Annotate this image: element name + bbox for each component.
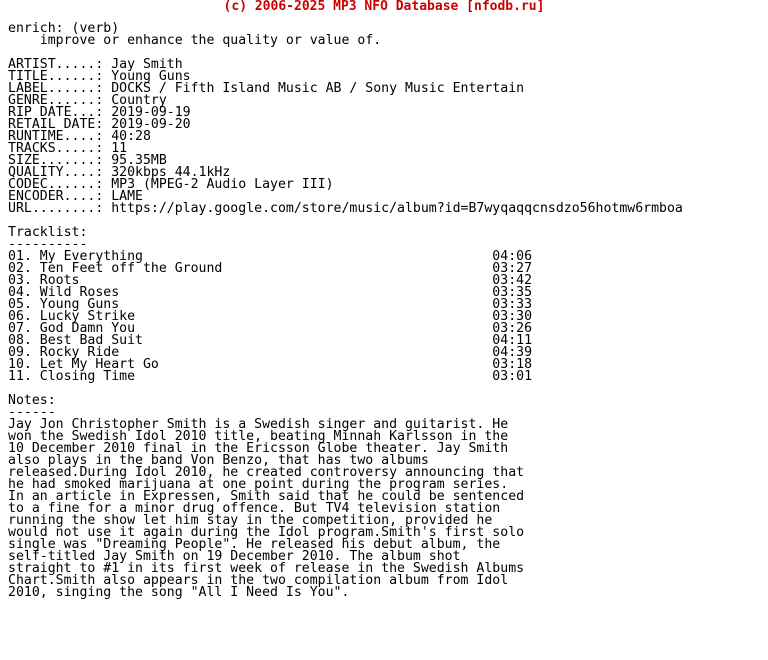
info-label: LABEL......: DOCKS / Fifth Island Music AB / Sony Music Entertain — [8, 81, 525, 96]
info-artist: ARTIST.....: Jay Smith — [8, 57, 183, 72]
notes-line: won the Swedish Idol 2010 title, beating Minnah Karlsson in the — [8, 429, 509, 444]
notes-body — [8, 419, 683, 599]
notes-line: self-titled Jay Smith on 19 December 2010. The album shot — [8, 549, 461, 564]
notes-line: Jay Jon Christopher Smith is a Swedish singer and guitarist. He — [8, 417, 509, 432]
notes-line: he had smoked marijuana at one point during the program series. — [8, 477, 509, 492]
track-row: 08. Best Bad Suit 04:11 — [8, 333, 533, 348]
blank-line — [8, 383, 683, 395]
notes-line: straight to #1 in its first week of release in the Swedish Albums — [8, 561, 525, 576]
track-row: 09. Rocky Ride 04:39 — [8, 345, 533, 360]
track-row: 11. Closing Time 03:01 — [8, 369, 533, 384]
info-retail-date: RETAIL DATE: 2019-09-20 — [8, 117, 191, 132]
site-banner: (c) 2006-2025 MP3 NFO Database [nfodb.ru] — [223, 0, 545, 14]
info-url: URL........: https://play.google.com/store/music/album?id=B7wyqaqqcnsdzo56hotmw6rmboa — [8, 201, 683, 216]
notes-line: 2010, singing the song "All I Need Is You". — [8, 585, 350, 600]
notes-line: would not use it again during the Idol program.Smith's first solo — [8, 525, 525, 540]
info-tracks: TRACKS.....: 11 — [8, 141, 128, 156]
info-quality: QUALITY....: 320kbps 44.1kHz — [8, 165, 231, 180]
notes-line: released.During Idol 2010, he created controversy announcing that — [8, 465, 525, 480]
notes-line: In an article in Expressen, Smith said that he could be sentenced — [8, 489, 525, 504]
info-block — [8, 59, 683, 215]
notes-line: 10 December 2010 final in the Ericsson Globe theater. Jay Smith — [8, 441, 509, 456]
tracklist-underline: ---------- — [8, 237, 88, 252]
notes-line: running the show let him stay in the competition, provided he — [8, 513, 493, 528]
track-row: 05. Young Guns 03:33 — [8, 297, 533, 312]
track-row: 10. Let My Heart Go 03:18 — [8, 357, 533, 372]
notes-underline: ------ — [8, 405, 56, 420]
info-codec: CODEC......: MP3 (MPEG-2 Audio Layer III) — [8, 177, 334, 192]
notes-line: single was "Dreaming People". He released his debut album, the — [8, 537, 501, 552]
tracklist — [8, 251, 683, 383]
track-row: 07. God Damn You 03:26 — [8, 321, 533, 336]
info-genre: GENRE......: Country — [8, 93, 167, 108]
notes-heading: Notes: — [8, 393, 56, 408]
info-size: SIZE.......: 95.35MB — [8, 153, 167, 168]
notes-line: to a fine for a minor drug offence. But TV4 television station — [8, 501, 501, 516]
track-row: 01. My Everything 04:06 — [8, 249, 533, 264]
blank-line — [8, 215, 683, 227]
info-runtime: RUNTIME....: 40:28 — [8, 129, 151, 144]
track-row: 03. Roots 03:42 — [8, 273, 533, 288]
track-row: 02. Ten Feet off the Ground 03:27 — [8, 261, 533, 276]
track-row: 04. Wild Roses 03:35 — [8, 285, 533, 300]
notes-line: also plays in the band Von Benzo, that has two albums — [8, 453, 429, 468]
info-encoder: ENCODER....: LAME — [8, 189, 143, 204]
track-row: 06. Lucky Strike 03:30 — [8, 309, 533, 324]
notes-line: Chart.Smith also appears in the two compilation album from Idol — [8, 573, 509, 588]
definition-meaning: improve or enhance the quality or value of. — [8, 33, 382, 48]
nfo-document — [8, 23, 683, 599]
definition-term: enrich: (verb) — [8, 21, 120, 36]
tracklist-heading: Tracklist: — [8, 225, 88, 240]
info-title: TITLE......: Young Guns — [8, 69, 191, 84]
info-rip-date: RIP DATE...: 2019-09-19 — [8, 105, 191, 120]
